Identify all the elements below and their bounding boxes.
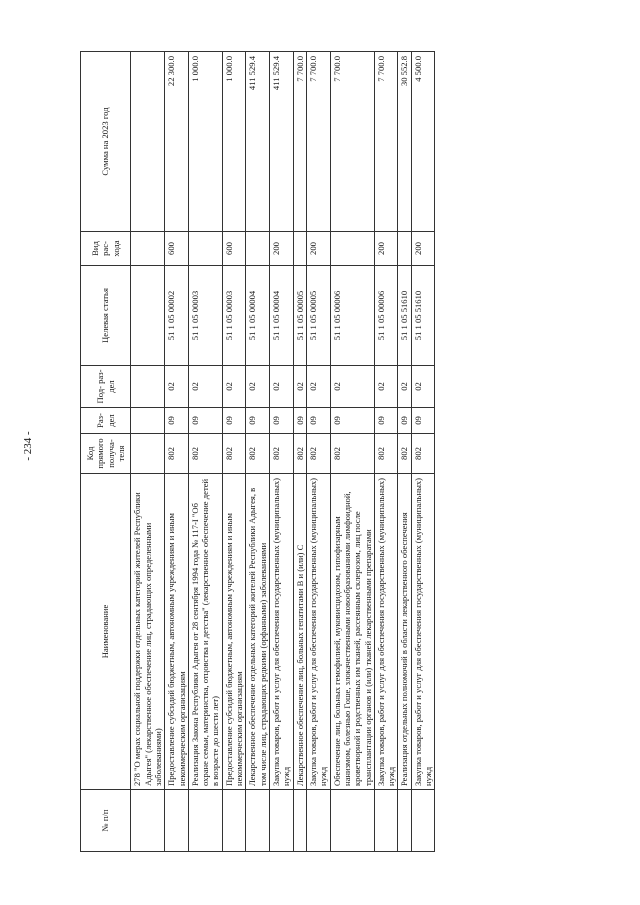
row-org: 802 [330,434,374,474]
row-name: Лекарственное обеспечение лиц, больных гепатитами В и (или) С [293,474,306,790]
row-vid: 200 [270,232,294,266]
table-row [411,52,435,852]
row-name: Закупка товаров, работ и услуг для обеспечения государственных (муниципальных) нужд [306,474,330,790]
row-sum: 22 300.0 [165,52,189,232]
row-sum [131,52,165,232]
row-vid [131,232,165,266]
row-podrazdel: 02 [188,366,222,408]
row-vid [246,232,270,266]
row-sum: 411 529.4 [246,52,270,232]
table-row [398,52,411,852]
table-row [131,52,165,852]
row-sum: 7 700.0 [293,52,306,232]
row-sum: 7 700.0 [306,52,330,232]
table-row [270,52,294,852]
row-sum: 7 700.0 [330,52,374,232]
budget-table [80,51,435,852]
row-no [330,790,374,852]
row-podrazdel: 02 [293,366,306,408]
row-no [131,790,165,852]
row-name: Реализация отдельных полномочий в области лекарственного обеспечения [398,474,411,790]
row-podrazdel: 02 [246,366,270,408]
header-razdel: Раз- дел [81,408,131,434]
row-razdel: 09 [374,408,398,434]
row-article: 51 1 05 00006 [374,266,398,366]
rotated-table-inner [80,52,550,852]
row-razdel: 09 [270,408,294,434]
row-article: 51 1 05 00003 [188,266,222,366]
row-vid [398,232,411,266]
rotated-table-region [80,52,550,852]
row-razdel: 09 [330,408,374,434]
row-article: 51 1 05 51610 [411,266,435,366]
row-article: 51 1 05 00004 [270,266,294,366]
row-name: Предоставление субсидий бюджетным, автономным учреждениям и иным некоммерческим организациям [222,474,246,790]
row-no [306,790,330,852]
row-article: 51 1 05 00003 [222,266,246,366]
row-no [293,790,306,852]
row-article: 51 1 05 00005 [293,266,306,366]
header-vid: Вид рас- хода [81,232,131,266]
row-no [398,790,411,852]
row-sum: 1 000.0 [222,52,246,232]
row-no [222,790,246,852]
table-row [222,52,246,852]
row-vid [188,232,222,266]
row-org: 802 [188,434,222,474]
row-org: 802 [293,434,306,474]
row-vid: 600 [222,232,246,266]
row-razdel: 09 [165,408,189,434]
page-number-text: - 234 - [22,431,34,461]
row-org: 802 [398,434,411,474]
row-article [131,266,165,366]
table-body [131,52,435,852]
row-no [246,790,270,852]
row-razdel: 09 [398,408,411,434]
table-row [330,52,374,852]
row-razdel: 09 [188,408,222,434]
row-article: 51 1 05 51610 [398,266,411,366]
row-razdel: 09 [246,408,270,434]
row-podrazdel: 02 [411,366,435,408]
page-number [8,428,48,468]
row-org: 802 [374,434,398,474]
row-podrazdel: 02 [306,366,330,408]
row-org: 802 [222,434,246,474]
row-sum: 1 000.0 [188,52,222,232]
row-razdel: 09 [293,408,306,434]
row-vid: 200 [306,232,330,266]
header-no: № п/п [81,790,131,852]
row-org: 802 [411,434,435,474]
table-row [374,52,398,852]
table-row [246,52,270,852]
row-no [270,790,294,852]
table-header [81,52,131,852]
row-sum: 4 500.0 [411,52,435,232]
row-sum: 30 552.8 [398,52,411,232]
header-article: Целевая статья [81,266,131,366]
row-org [131,434,165,474]
row-vid: 200 [411,232,435,266]
row-name: Закупка товаров, работ и услуг для обеспечения государственных (муниципальных) нужд [270,474,294,790]
row-vid [330,232,374,266]
row-article: 51 1 05 00005 [306,266,330,366]
row-vid [293,232,306,266]
row-no [374,790,398,852]
row-org: 802 [165,434,189,474]
header-sum: Сумма на 2023 год [81,52,131,232]
header-podrazdel: Под- раз- дел [81,366,131,408]
row-razdel: 09 [411,408,435,434]
table-row [188,52,222,852]
row-podrazdel: 02 [222,366,246,408]
row-podrazdel: 02 [398,366,411,408]
row-podrazdel: 02 [165,366,189,408]
table-row [306,52,330,852]
row-podrazdel: 02 [374,366,398,408]
row-podrazdel [131,366,165,408]
row-name: Закупка товаров, работ и услуг для обеспечения государственных (муниципальных) нужд [411,474,435,790]
row-no [188,790,222,852]
table-row [165,52,189,852]
row-article: 51 1 05 00004 [246,266,270,366]
table-row [293,52,306,852]
row-no [411,790,435,852]
row-article: 51 1 05 00006 [330,266,374,366]
row-vid: 600 [165,232,189,266]
row-article: 51 1 05 00002 [165,266,189,366]
row-podrazdel: 02 [330,366,374,408]
row-org: 802 [270,434,294,474]
row-razdel: 09 [306,408,330,434]
row-org: 802 [306,434,330,474]
row-razdel [131,408,165,434]
row-name: Предоставление субсидий бюджетным, автономным учреждениям и иным некоммерческим организациям [165,474,189,790]
row-sum: 411 529.4 [270,52,294,232]
row-sum: 7 700.0 [374,52,398,232]
row-name: Обеспечение лиц, больных гемофилией, муковисцидозом, гипофизарным нанизмом, болезнью Гоше, злокачественными новообразованиями лимфоидной, кроветворной и родственных им тканей, рассеянным склерозом, лиц после трансплантации органов и (или) тканей лекарственными препаратами [330,474,374,790]
row-razdel: 09 [222,408,246,434]
row-podrazdel: 02 [270,366,294,408]
header-name: Наименование [81,474,131,790]
row-org: 802 [246,434,270,474]
row-name: Закупка товаров, работ и услуг для обеспечения государственных (муниципальных) нужд [374,474,398,790]
row-vid: 200 [374,232,398,266]
row-no [165,790,189,852]
row-name: Реализация Закона Республики Адыгея от 28 сентября 1994 года № 117-I "Об охране семьи, материнства, отцовства и детства" (лекарственное обеспечение детей в возрасте до шести лет) [188,474,222,790]
header-org: Код прямого получа- теля [81,434,131,474]
row-name: Лекарственное обеспечение отдельных категорий жителей Республики Адыгея, в том числе лиц, страдающих редкими (орфанными) заболеваниями [246,474,270,790]
row-name: 278 "О мерах социальной поддержки отдельных категорий жителей Республики Адыгея" (лекарственное обеспечение лиц, страдающих определенными заболеваниями) [131,474,165,790]
header-row [81,52,131,852]
